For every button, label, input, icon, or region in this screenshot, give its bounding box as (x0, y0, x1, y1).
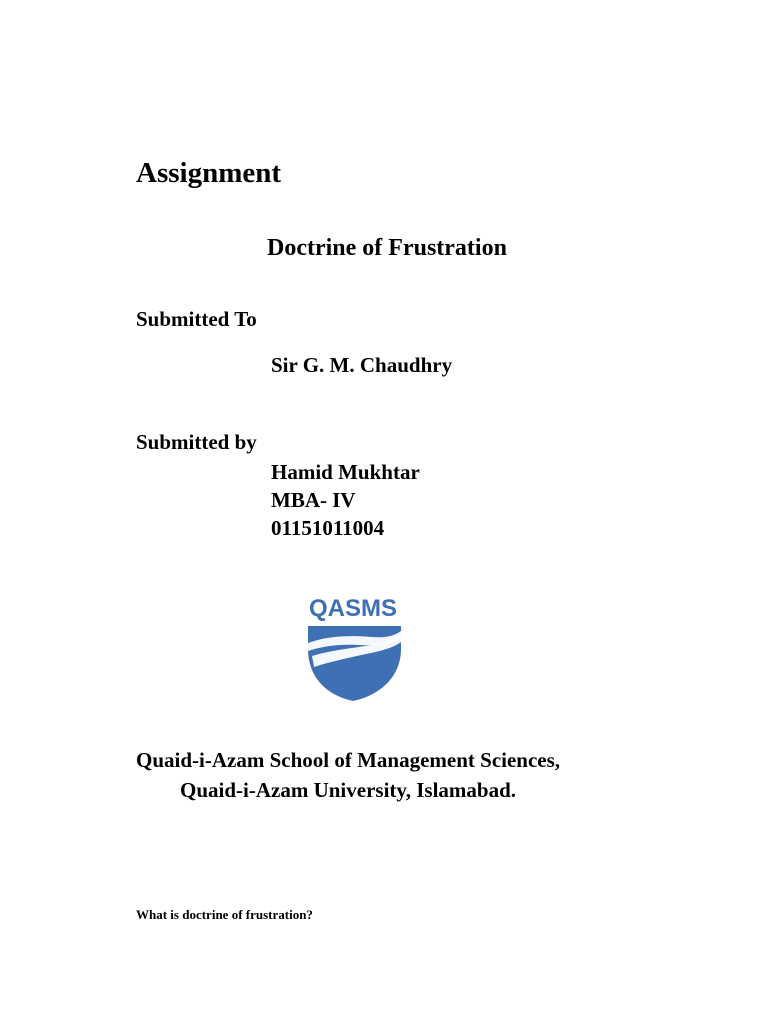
assignment-subject: Doctrine of Frustration (267, 235, 507, 261)
assignment-title: Assignment (136, 157, 282, 189)
qasms-logo-text: QASMS (308, 595, 398, 622)
submitted-to-label: Submitted To (136, 307, 257, 331)
submitted-by-label: Submitted by (136, 430, 257, 454)
institution-line-1: Quaid-i-Azam School of Management Sciences, (136, 748, 561, 772)
submitted-to-name: Sir G. M. Chaudhry (271, 353, 453, 377)
question-heading: What is doctrine of frustration? (136, 907, 313, 922)
student-roll-number: 01151011004 (271, 516, 385, 540)
institution-line-2: Quaid-i-Azam University, Islamabad. (180, 778, 517, 802)
student-name: Hamid Mukhtar (271, 460, 420, 484)
qasms-logo (290, 585, 416, 715)
student-program: MBA- IV (271, 488, 356, 512)
